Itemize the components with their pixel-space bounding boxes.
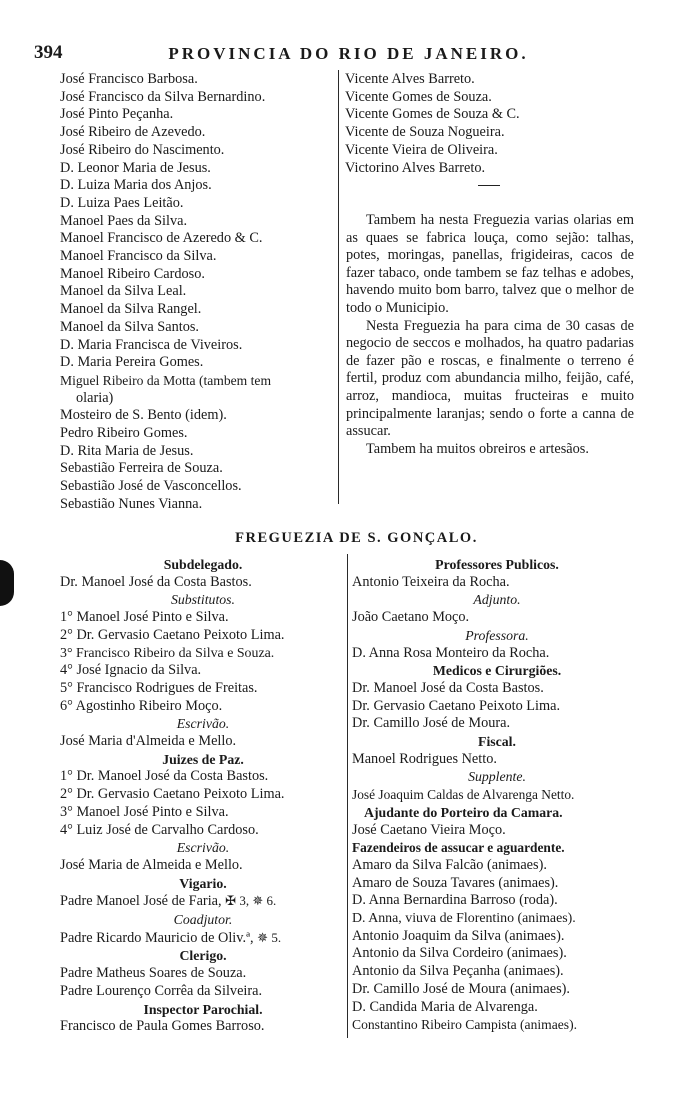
clerigo-item: Padre Lourenço Corrêa da Silveira. xyxy=(60,982,263,999)
order-insignia-marks: ✠ 3, ✵ 6. xyxy=(225,893,277,909)
heading-juizes: Juizes de Paz. xyxy=(162,751,244,767)
list-item: Manoel Francisco da Silva. xyxy=(60,248,217,265)
top-left-list xyxy=(60,71,336,514)
heading-fazendeiros: Fazendeiros de assucar e aguardente. xyxy=(352,840,565,856)
heading-escrivao: Escrivão. xyxy=(176,840,230,856)
heading-professores: Professores Publicos. xyxy=(435,557,559,572)
list-item: D. Maria Pereira Gomes. xyxy=(60,354,204,371)
list-item: Vicente de Souza Nogueira. xyxy=(345,124,505,141)
substituto-item: 3° Francisco Ribeiro da Silva e Souza. xyxy=(60,645,275,661)
list-item: Manoel Paes da Silva. xyxy=(60,212,188,229)
heading-inspector: Inspector Parochial. xyxy=(143,1001,263,1017)
inspector-name: Francisco de Paula Gomes Barroso. xyxy=(60,1018,265,1035)
list-item: José Francisco da Silva Bernardino. xyxy=(60,88,266,105)
list-item: Mosteiro de S. Bento (idem). xyxy=(60,407,227,424)
fazendeiro-item: Antonio Joaquim da Silva (animaes). xyxy=(352,927,565,944)
heading-fiscal: Fiscal. xyxy=(478,734,516,750)
list-item: D. Luiza Paes Leitão. xyxy=(60,194,184,211)
heading-supplente: Supplente. xyxy=(468,769,526,785)
substituto-item: 5° Francisco Rodrigues de Freitas. xyxy=(60,679,258,696)
list-item: olaria) xyxy=(76,389,114,406)
vigario-entry xyxy=(60,892,346,911)
heading-vigario: Vigario. xyxy=(179,875,227,891)
heading-professora: Professora. xyxy=(465,627,529,643)
juiz-item: 2° Dr. Gervasio Caetano Peixoto Lima. xyxy=(60,786,285,803)
left-officials xyxy=(60,556,346,1036)
page-title: PROVINCIA DO RIO DE JANEIRO. xyxy=(168,44,529,63)
page-number: 394 xyxy=(34,42,63,63)
list-item: Manoel da Silva Rangel. xyxy=(60,301,202,318)
list-item: Manoel da Silva Santos. xyxy=(60,318,199,335)
section-title: FREGUEZIA DE S. GONÇALO. xyxy=(235,530,478,546)
heading-coadjutor: Coadjutor. xyxy=(173,912,233,928)
fazendeiro-item: D. Candida Maria de Alvarenga. xyxy=(352,998,538,1015)
ajudante-name: José Caetano Vieira Moço. xyxy=(352,821,506,838)
heading-subdelegado: Subdelegado. xyxy=(163,557,243,572)
top-right-list xyxy=(345,71,635,177)
coadjutor-name: Padre Ricardo Mauricio de Oliv.ª, xyxy=(60,929,254,946)
list-item: Victorino Alves Barreto. xyxy=(345,159,486,176)
escrivao-name: José Maria d'Almeida e Mello. xyxy=(60,733,237,750)
juiz-item: 1° Dr. Manoel José da Costa Bastos. xyxy=(60,768,269,785)
list-item: José Ribeiro do Nascimento. xyxy=(60,141,225,158)
list-item: Manoel Francisco de Azeredo & C. xyxy=(60,230,263,247)
list-item: Sebastião Nunes Vianna. xyxy=(60,495,203,512)
heading-medicos: Medicos e Cirurgiões. xyxy=(432,663,562,679)
clerigo-item: Padre Matheus Soares de Souza. xyxy=(60,965,247,982)
order-insignia-marks: ✵ 5. xyxy=(257,929,282,945)
list-item: Sebastião Ferreira de Souza. xyxy=(60,460,223,477)
list-item: Vicente Alves Barreto. xyxy=(345,71,475,87)
list-item: D. Luiza Maria dos Anjos. xyxy=(60,177,212,194)
substituto-item: 1° Manoel José Pinto e Silva. xyxy=(60,609,229,626)
fazendeiro-item: Constantino Ribeiro Campista (animaes). xyxy=(352,1017,578,1033)
heading-substitutos: Substitutos. xyxy=(170,592,235,608)
paragraph: Tambem ha muitos obreiros e artesãos. xyxy=(366,440,589,457)
medico-item: Dr. Manoel José da Costa Bastos. xyxy=(352,679,544,696)
juiz-item: 3° Manoel José Pinto e Silva. xyxy=(60,803,229,820)
list-item: D. Rita Maria de Jesus. xyxy=(60,442,194,459)
fiscal-name: Manoel Rodrigues Netto. xyxy=(352,750,497,767)
section-dash xyxy=(478,185,500,186)
fazendeiro-item: D. Anna, viuva de Florentino (animaes). xyxy=(352,911,576,927)
list-item: D. Maria Francisca de Viveiros. xyxy=(60,336,243,353)
right-officials xyxy=(352,556,642,1034)
description-text xyxy=(346,212,634,458)
substituto-item: 2° Dr. Gervasio Caetano Peixoto Lima. xyxy=(60,626,285,643)
fazendeiro-item: Amaro de Souza Tavares (animaes). xyxy=(352,874,559,891)
subdelegado-name: Dr. Manoel José da Costa Bastos. xyxy=(60,573,252,590)
ink-blot xyxy=(0,560,14,606)
paragraph: Tambem ha nesta Freguezia varias olarias em as quaes se fabrica louça, como sejão: talhas, potes, moringas, panellas, frigideiras, cacos de fazer tabaco, onde tambem se faz telhas e adobes, havendo muito bom barro, talvez que o melhor de todo o Municipio. xyxy=(346,212,634,316)
substituto-item: 6° Agostinho Ribeiro Moço. xyxy=(60,697,223,714)
fazendeiro-item: Dr. Camillo José de Moura (animaes). xyxy=(352,980,570,997)
heading-clerigo: Clerigo. xyxy=(179,948,227,964)
heading-adjunto: Adjunto. xyxy=(473,592,521,608)
professora-name: D. Anna Rosa Monteiro da Rocha. xyxy=(352,644,550,661)
substituto-item: 4° José Ignacio da Silva. xyxy=(60,662,202,679)
list-item: Vicente Gomes de Souza & C. xyxy=(345,106,520,123)
list-item: Vicente Gomes de Souza. xyxy=(345,88,492,105)
supplente-name: José Joaquim Caldas de Alvarenga Netto. xyxy=(352,787,575,803)
list-item: José Ribeiro de Azevedo. xyxy=(60,124,206,141)
column-rule-bottom xyxy=(347,554,348,1038)
list-item: Sebastião José de Vasconcellos. xyxy=(60,478,242,495)
coadjutor-entry xyxy=(60,929,346,948)
medico-item: Dr. Gervasio Caetano Peixoto Lima. xyxy=(352,697,561,714)
heading-ajudante: Ajudante do Porteiro da Camara. xyxy=(364,804,563,820)
list-item: Pedro Ribeiro Gomes. xyxy=(60,425,188,442)
list-item: Vicente Vieira de Oliveira. xyxy=(345,141,498,158)
medico-item: Dr. Camillo José de Moura. xyxy=(352,715,511,732)
vigario-name: Padre Manoel José de Faria, xyxy=(60,893,222,910)
page-header xyxy=(34,40,643,68)
list-item: José Francisco Barbosa. xyxy=(60,71,198,87)
juiz-item: 4° Luiz José de Carvalho Cardoso. xyxy=(60,821,259,838)
paragraph: Nesta Freguezia ha para cima de 30 casas de negocio de seccos e molhados, ha quatro padarias de fazer pão e roscas, e finalmente o terreno é fertil, produz com abundancia milho, feijão, café, arroz, mandioca, muitas fructeiras e muito principalmente laranjas; sendo o forte a canna de assucar. xyxy=(346,317,634,440)
fazendeiro-item: Antonio da Silva Peçanha (animaes). xyxy=(352,963,564,980)
adjunto-name: João Caetano Moço. xyxy=(352,609,470,626)
fazendeiro-item: Antonio da Silva Cordeiro (animaes). xyxy=(352,945,567,962)
list-item: Manoel Ribeiro Cardoso. xyxy=(60,265,205,282)
heading-escrivao: Escrivão. xyxy=(176,716,230,732)
professor-name: Antonio Teixeira da Rocha. xyxy=(352,573,510,590)
list-item: José Pinto Peçanha. xyxy=(60,106,174,123)
list-item: Manoel da Silva Leal. xyxy=(60,283,187,300)
column-rule-top xyxy=(338,70,339,504)
list-item: D. Leonor Maria de Jesus. xyxy=(60,159,211,176)
list-item: Miguel Ribeiro da Motta (tambem tem xyxy=(60,372,272,388)
fazendeiro-item: Amaro da Silva Falcão (animaes). xyxy=(352,856,547,873)
escrivao-name: José Maria de Almeida e Mello. xyxy=(60,856,243,873)
fazendeiro-item: D. Anna Bernardina Barroso (roda). xyxy=(352,892,558,909)
